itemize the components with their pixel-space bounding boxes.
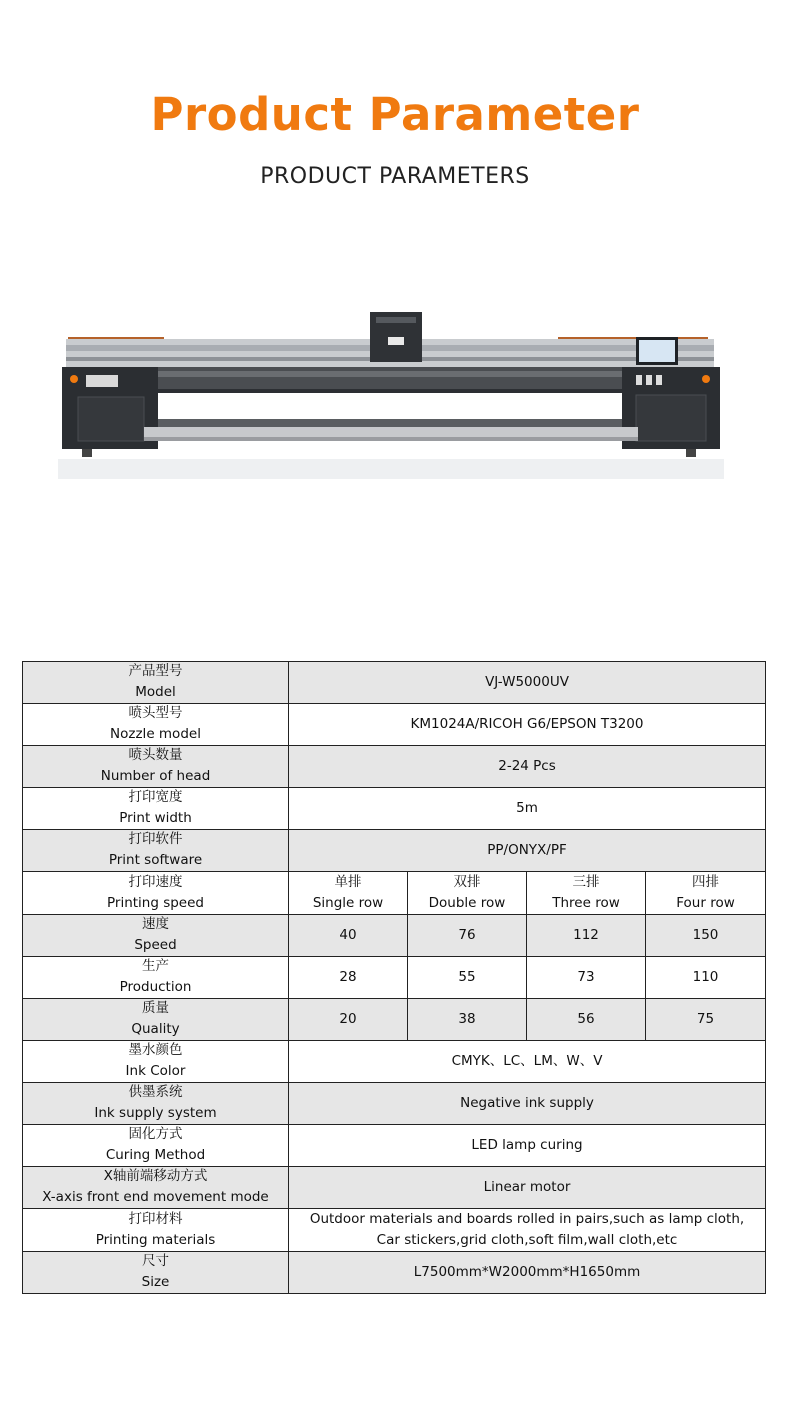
param-label-en: Printing speed [106, 894, 204, 911]
speed-value: 28 [289, 957, 408, 999]
speed-value: 40 [289, 915, 408, 957]
speed-value: 75 [646, 999, 766, 1041]
param-label [23, 1209, 289, 1252]
param-label-en: Speed [134, 937, 177, 953]
param-value: Linear motor [289, 1167, 766, 1209]
param-label-en: X-axis front end movement mode [42, 1189, 269, 1205]
speed-value: 112 [527, 915, 646, 957]
uv-printer-illustration [58, 305, 724, 485]
page-subtitle: PRODUCT PARAMETERS [260, 164, 530, 189]
param-label-en: Ink Color [125, 1063, 186, 1079]
param-label-cn: 供墨系统 [128, 1084, 183, 1100]
param-value [289, 1209, 766, 1252]
param-label [23, 872, 289, 915]
param-label [23, 662, 289, 704]
param-label-en: Nozzle model [110, 726, 201, 742]
table-row [23, 1041, 766, 1083]
param-label [23, 1125, 289, 1167]
speed-col-en: Double row [428, 895, 506, 911]
speed-col-header [408, 872, 527, 915]
param-label [23, 788, 289, 830]
param-label-en: Curing Method [105, 1147, 206, 1163]
param-value: L7500mm*W2000mm*H1650mm [289, 1252, 766, 1294]
param-value: KM1024A/RICOH G6/EPSON T3200 [289, 704, 766, 746]
table-row [23, 915, 766, 957]
param-value: CMYK、LC、LM、W、V [289, 1041, 766, 1083]
param-label-cn: 速度 [142, 916, 169, 932]
param-label [23, 915, 289, 957]
param-label-en: Printing materials [95, 1231, 216, 1248]
speed-value: 150 [646, 915, 766, 957]
param-value: PP/ONYX/PF [289, 830, 766, 872]
speed-col-cn: 单排 [334, 874, 362, 890]
param-label-en: Number of head [100, 768, 211, 784]
param-label [23, 957, 289, 999]
speed-col-en: Three row [552, 895, 620, 911]
speed-header-row [23, 872, 766, 915]
param-label-cn: 质量 [142, 1000, 169, 1016]
table-row [23, 1125, 766, 1167]
table-row [23, 1083, 766, 1125]
param-value: VJ-W5000UV [289, 662, 766, 704]
speed-value: 56 [527, 999, 646, 1041]
param-label-en: Size [141, 1274, 170, 1290]
param-label-cn: 产品型号 [128, 663, 183, 679]
param-label [23, 830, 289, 872]
speed-col-header [527, 872, 646, 915]
param-value: 5m [289, 788, 766, 830]
speed-value: 110 [646, 957, 766, 999]
param-label-en: Ink supply system [94, 1105, 217, 1121]
param-label-cn: 打印材料 [128, 1210, 183, 1227]
param-label-en: Print software [108, 852, 203, 868]
speed-value: 55 [408, 957, 527, 999]
speed-value: 73 [527, 957, 646, 999]
page-title: Product Parameter [150, 88, 640, 141]
speed-value: 38 [408, 999, 527, 1041]
param-value: 2-24 Pcs [289, 746, 766, 788]
table-row [23, 1209, 766, 1252]
speed-col-cn: 四排 [692, 874, 719, 890]
table-row [23, 957, 766, 999]
param-label-cn: 尺寸 [142, 1253, 169, 1269]
speed-value: 76 [408, 915, 527, 957]
parameter-table [22, 661, 766, 1294]
table-row [23, 830, 766, 872]
param-label [23, 1041, 289, 1083]
speed-col-header [289, 872, 408, 915]
param-value: Negative ink supply [289, 1083, 766, 1125]
param-label-cn: 打印软件 [128, 831, 183, 847]
param-label [23, 704, 289, 746]
speed-col-en: Four row [676, 895, 735, 911]
param-label-en: Production [119, 979, 192, 995]
param-label [23, 1083, 289, 1125]
param-value-line: Outdoor materials and boards rolled in pairs,such as lamp cloth, [309, 1211, 745, 1227]
param-label [23, 999, 289, 1041]
param-label-cn: X轴前端移动方式 [103, 1168, 208, 1184]
param-label-en: Quality [131, 1021, 180, 1037]
table-row [23, 704, 766, 746]
param-label-en: Print width [119, 810, 192, 826]
param-value: LED lamp curing [289, 1125, 766, 1167]
table-row [23, 746, 766, 788]
speed-col-cn: 三排 [572, 874, 600, 890]
printer-image [58, 305, 724, 485]
param-label-cn: 喷头型号 [128, 705, 183, 721]
param-value-line: Car stickers,grid cloth,soft film,wall cloth,etc [376, 1232, 678, 1248]
table-row [23, 999, 766, 1041]
param-label-cn: 打印速度 [128, 873, 183, 890]
param-label-cn: 墨水颜色 [128, 1042, 183, 1058]
speed-col-header [646, 872, 766, 915]
table-row [23, 662, 766, 704]
speed-value: 20 [289, 999, 408, 1041]
table-row [23, 1252, 766, 1294]
param-label [23, 746, 289, 788]
param-label [23, 1167, 289, 1209]
param-label-cn: 打印宽度 [128, 789, 183, 805]
speed-col-en: Single row [312, 895, 384, 911]
param-label-cn: 喷头数量 [128, 747, 183, 763]
param-label-cn: 固化方式 [128, 1126, 183, 1142]
param-label [23, 1252, 289, 1294]
table-row [23, 788, 766, 830]
table-row [23, 1167, 766, 1209]
param-label-cn: 生产 [142, 958, 169, 974]
param-label-en: Model [135, 684, 176, 700]
speed-col-cn: 双排 [453, 874, 481, 890]
